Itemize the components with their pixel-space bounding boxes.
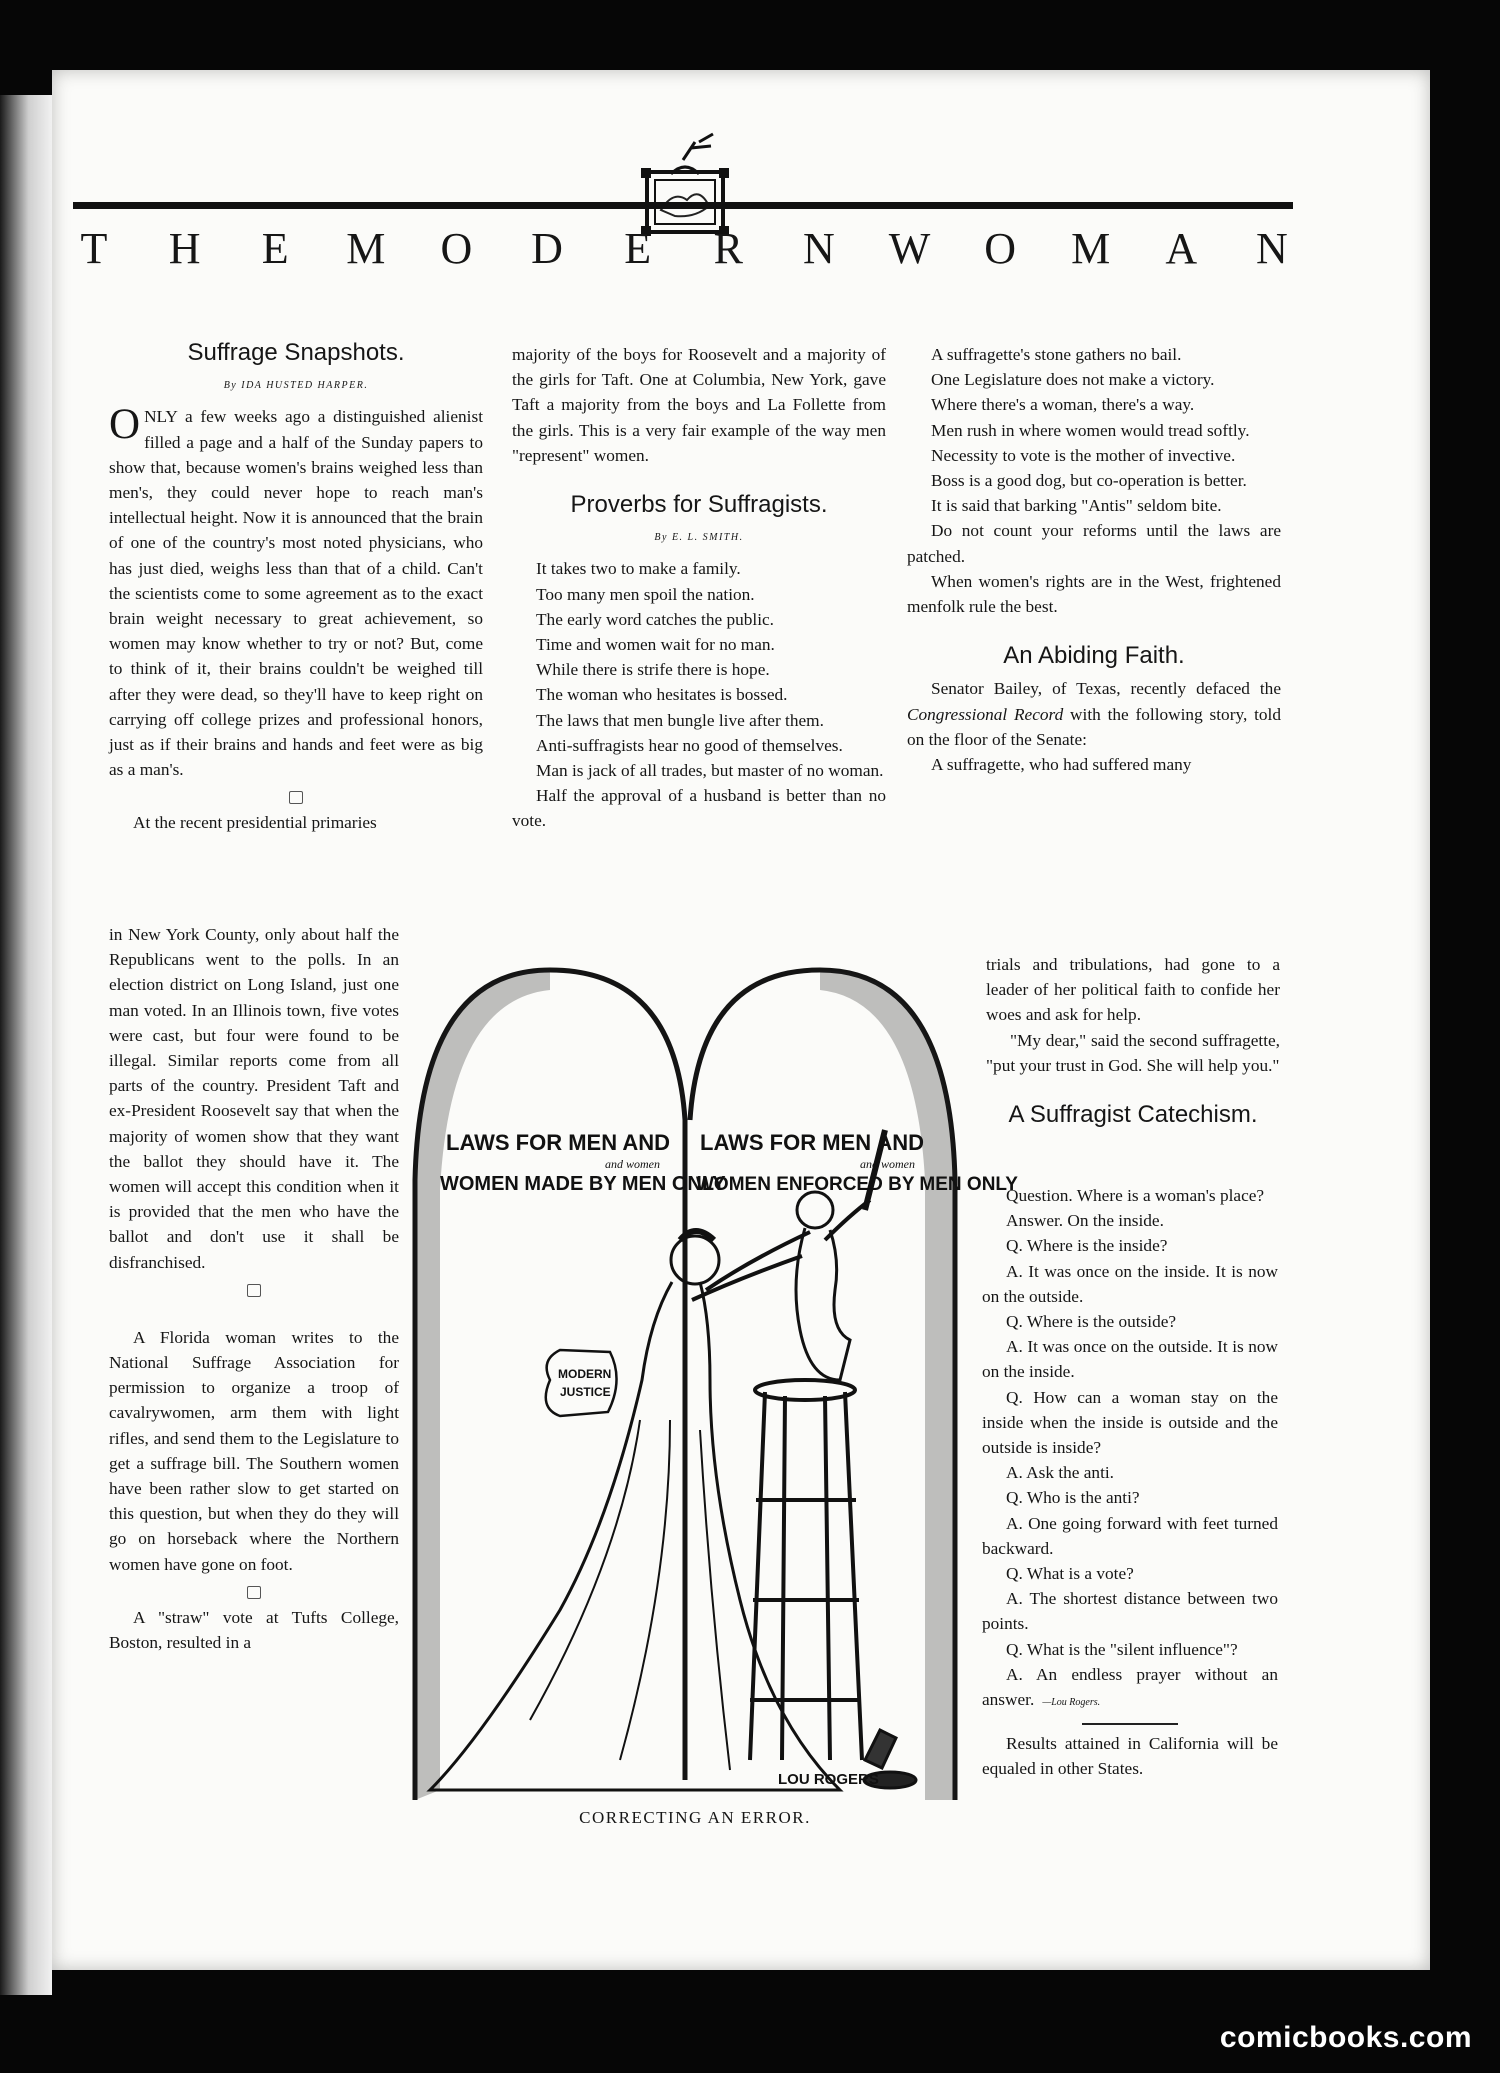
right-tablet-line-2: WOMEN ENFORCED BY MEN ONLY: [696, 1174, 1018, 1195]
masthead-letter: T: [80, 223, 108, 273]
proverb-item: Anti-suffragists hear no good of themselves.: [536, 735, 843, 755]
catechism-line: A. It was once on the outside. It is now on the inside.: [982, 1337, 1278, 1382]
column-left-narrow: [109, 922, 399, 1655]
watermark-logo: comicbooks.com: [1219, 2021, 1472, 2054]
paragraph-text: NLY a few weeks ago a distinguished alienist filled a page and a half of the Sunday papers to show that, because women's brains weighed less than men's, they could never hope to reach man's intellectual height. Now it is announced that the brain of one of the country's most noted physicians, who has just died, weighs less than that of a child. Can't the scientists come to some agreement as to the exact brain weight necessary to great achievement, so women may know whether to try or not? But, come to think of it, their brains couldn't be weighed till after they were dead, so they'll have to keep right on carrying off college prizes and professional honors, just as if their brains and hands and feet were as big as a man's.: [109, 407, 483, 780]
snapshots-paragraph: At the recent presidential primaries: [133, 813, 377, 833]
masthead-letter: M: [1071, 223, 1111, 273]
catechism-line: A. The shortest distance between two points.: [982, 1589, 1278, 1634]
right-tablet-insert: and women: [860, 1157, 915, 1171]
drop-cap: O: [109, 401, 141, 449]
sash-line-2: JUSTICE: [560, 1385, 611, 1399]
proverb-item: When women's rights are in the West, frightened menfolk rule the best.: [907, 571, 1281, 617]
closing-line: Results attained in California will be equaled in other States.: [982, 1734, 1278, 1779]
masthead-title: [73, 218, 1293, 278]
sash-line-1: MODERN: [558, 1367, 612, 1381]
faith-intro-text: with the following story, told on the floor of the Senate:: [907, 704, 1281, 749]
catechism-line: Q. Where is the inside?: [1006, 1236, 1168, 1256]
scan-page-edge: [0, 95, 52, 1995]
author-signature: —Lou Rogers.: [1042, 1697, 1101, 1709]
left-tablet-insert: and women: [605, 1157, 660, 1171]
section-divider-icon: [109, 1577, 399, 1605]
congressional-record-title: Congressional Record: [907, 704, 1064, 724]
left-tablet-line-1: LAWS FOR MEN AND: [446, 1130, 671, 1155]
snapshots-paragraph: A Florida woman writes to the National Suffrage Association for permission to organize a troop of cavalrywomen, arm them with light rifles, and send them to the Legislature to get a suffrage bill. The Southern women have been rather slow to get started on this question, but when they do they will go on horseback where the Northern women have gone on foot.: [109, 1327, 399, 1574]
masthead-letter: W: [888, 223, 931, 273]
snapshots-headline: Suffrage Snapshots.: [187, 339, 405, 366]
faith-quote: "My dear," said the second suffragette, "put your trust in God. She will help you.": [986, 1030, 1280, 1075]
proverb-item: The laws that men bungle live after them.: [536, 710, 824, 730]
left-tablet-line-2: WOMEN MADE BY MEN ONLY: [440, 1173, 726, 1195]
catechism-line: Q. What is the "silent influence"?: [1006, 1639, 1238, 1659]
masthead-letter: H: [168, 223, 201, 273]
masthead-letter: R: [713, 223, 743, 273]
proverb-item: Necessity to vote is the mother of invective.: [931, 445, 1236, 465]
proverb-item: Man is jack of all trades, but master of no woman.: [536, 761, 884, 781]
proverbs-byline: By E. L. SMITH.: [654, 532, 744, 544]
proverb-item: It is said that barking "Antis" seldom bite.: [931, 496, 1222, 516]
stool: [750, 1380, 862, 1760]
modern-justice-sash: [546, 1350, 617, 1416]
catechism-line: Question. Where is a woman's place?: [1006, 1186, 1265, 1205]
snapshots-byline: By IDA HUSTED HARPER.: [223, 380, 369, 392]
catechism-line: A. Ask the anti.: [1006, 1463, 1114, 1483]
proverb-item: Where there's a woman, there's a way.: [931, 395, 1195, 415]
proverb-item: Do not count your reforms until the laws are patched.: [907, 521, 1281, 566]
catechism-line: A. One going forward with feet turned backward.: [982, 1513, 1278, 1558]
section-divider-icon: [109, 1275, 399, 1303]
masthead-letter: N: [802, 223, 835, 273]
masthead-letter: O: [984, 223, 1016, 273]
header-rule: [73, 202, 1293, 209]
proverb-item: Too many men spoil the nation.: [536, 584, 755, 604]
masthead-letter: D: [531, 223, 563, 273]
catechism-headline: A Suffragist Catechism.: [1008, 1101, 1258, 1129]
proverb-item: One Legislature does not make a victory.: [931, 370, 1215, 390]
justice-figure: [430, 1231, 840, 1790]
column-right: [907, 342, 1281, 777]
faith-story: A suffragette, who had suffered many: [931, 755, 1192, 775]
proverb-item: The early word catches the public.: [536, 609, 774, 629]
snapshots-paragraph: A "straw" vote at Tufts College, Boston, resulted in a: [109, 1607, 399, 1653]
closing-rule: [1082, 1723, 1178, 1725]
right-tablet-line-1: LAWS FOR MEN AND: [700, 1130, 925, 1155]
artist-signature: LOU ROGERS: [778, 1771, 879, 1788]
masthead-letter: M: [346, 223, 386, 273]
proverb-item: Time and women wait for no man.: [536, 635, 775, 655]
masthead-letter: A: [1165, 223, 1198, 273]
catechism-line-text: A. An endless prayer without an answer.: [982, 1664, 1278, 1710]
faith-story-narrow: [986, 952, 1280, 1135]
catechism-column: [982, 1183, 1278, 1782]
masthead-letter: O: [440, 223, 473, 273]
proverb-item: The woman who hesitates is bossed.: [536, 685, 788, 705]
proverb-item: Boss is a good dog, but co-operation is better.: [931, 471, 1247, 491]
catechism-line: Q. What is a vote?: [1006, 1564, 1134, 1584]
column-left: [109, 338, 483, 836]
catechism-line: A. It was once on the inside. It is now on the outside.: [982, 1261, 1278, 1306]
masthead-letter: E: [624, 223, 652, 273]
masthead-letter: E: [261, 223, 289, 273]
catechism-line: Answer. On the inside.: [1006, 1211, 1164, 1231]
column-middle: [512, 342, 886, 834]
snapshots-paragraph: majority of the boys for Roosevelt and a majority of the girls for Taft. One at Columbia, New York, gave Taft a majority from the boys and La Follette from the girls. This is a very fair example of the way men "represent" women.: [512, 345, 886, 465]
proverb-item: Half the approval of a husband is better than no vote.: [512, 786, 886, 831]
snapshots-paragraph: [109, 401, 483, 782]
catechism-line: Q. Where is the outside?: [1006, 1312, 1177, 1332]
section-divider-icon: [109, 782, 483, 810]
snapshots-paragraph: in New York County, only about half the Republicans went to the polls. In an election district on Long Island, just one man voted. In an Illinois town, five votes were cast, but four were found to be illegal. Similar reports come from all parts of the country. President Taft and ex-President Roosevelt say that when the majority of women show that they want the ballot they should have it. The women will accept this condition when it is provided that the men who have the ballot and don't use it shall be disfranchised.: [109, 925, 399, 1272]
faith-intro: [907, 676, 1281, 752]
cartoon-correcting-an-error: [410, 960, 1018, 1820]
faith-story: trials and tribulations, had gone to a leader of her political faith to confide her woes and ask for help.: [986, 955, 1280, 1025]
catechism-line: Q. How can a woman stay on the inside when the inside is outside and the outside is inside?: [982, 1387, 1278, 1458]
proverb-item: It takes two to make a family.: [536, 559, 741, 579]
proverb-item: Men rush in where women would tread softly.: [931, 420, 1250, 440]
catechism-line: Q. Who is the anti?: [1006, 1488, 1140, 1508]
faith-intro-text: Senator Bailey, of Texas, recently defaced the: [931, 679, 1281, 699]
faith-headline: An Abiding Faith.: [1003, 642, 1185, 670]
cartoon-caption: CORRECTING AN ERROR.: [579, 1808, 811, 1827]
proverbs-headline: Proverbs for Suffragists.: [570, 491, 828, 519]
proverb-item: While there is strife there is hope.: [536, 660, 770, 680]
catechism-line: [982, 1662, 1278, 1715]
masthead-letter: N: [1256, 223, 1288, 273]
proverb-item: A suffragette's stone gathers no bail.: [931, 345, 1182, 364]
